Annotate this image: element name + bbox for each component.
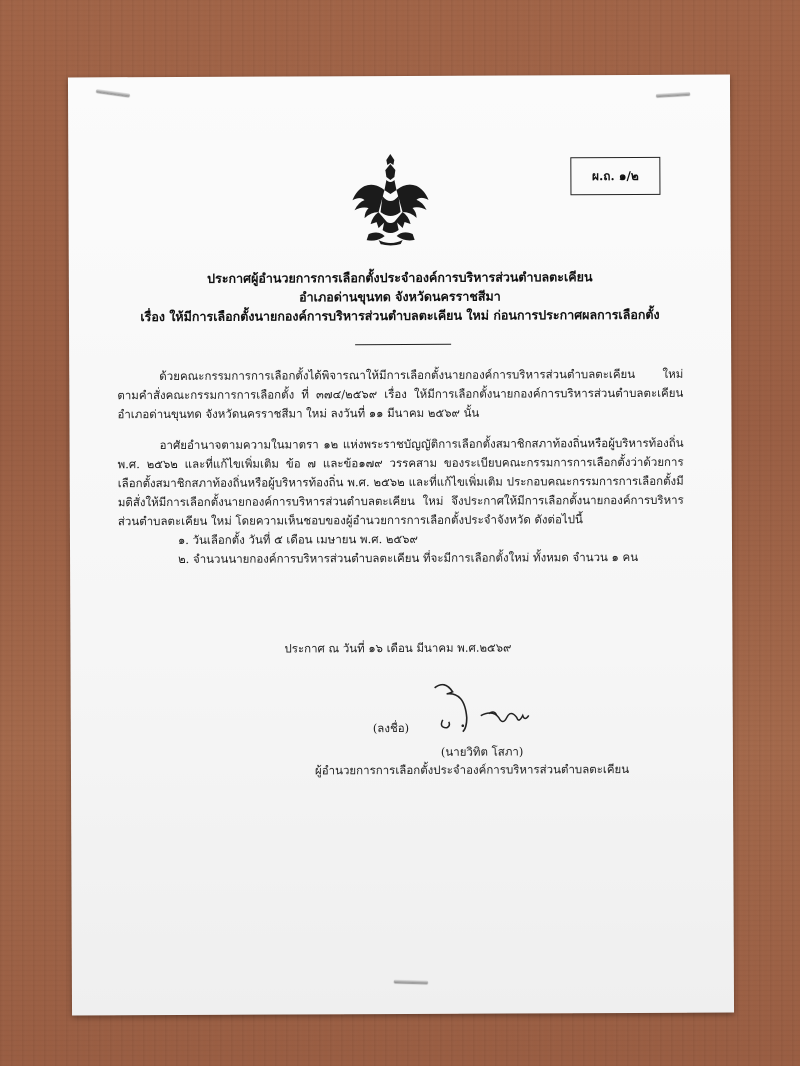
staple-bottom: [394, 979, 428, 983]
form-code: ผ.ถ. ๑/๒: [591, 168, 639, 183]
paragraph-1: ด้วยคณะกรรมการการเลือกตั้งได้พิจารณาให้มีการเลือกตั้งนายกองค์การบริหารส่วนตำบลตะเคียน ใหม่ ตามคำสั่งคณะกรรมการการเลือกตั้ง ที่ ๓๗๔/๒๕๖๙ เรื่อง ให้มีการเลือกตั้งนายกองค์การบริหารส่วนตำบลตะเคียน อำเภอด่านขุนทด จังหวัดนครราชสีมา ใหม่ ลงวันที่ ๑๑ มีนาคม ๒๕๖๙ นั้น: [117, 366, 684, 422]
announcement-paper: [68, 75, 734, 1016]
handwritten-signature: [429, 679, 549, 736]
sign-label: (ลงชื่อ): [372, 720, 410, 736]
header-subject: เรื่อง ให้มีการเลือกตั้งนายกองค์การบริหารส่วนตำบลตะเคียน ใหม่ ก่อนการประกาศผลการเลือกตั้ง: [140, 306, 660, 325]
announcement-body: [117, 365, 684, 569]
staple-top-right: [656, 92, 690, 97]
staple-top-left: [96, 89, 130, 97]
announcement-header: [69, 267, 731, 327]
header-line-1: ประกาศผู้อำนวยการการเลือกตั้งประจำองค์การบริหารส่วนตำบลตะเคียน: [207, 269, 593, 286]
signer-title: ผู้อำนวยการการเลือกตั้งประจำองค์การบริหารส่วนตำบลตะเคียน: [314, 762, 630, 778]
header-divider: [355, 344, 451, 345]
header-line-2: อำเภอด่านขุนทด จังหวัดนครราชสีมา: [299, 288, 501, 305]
signer-name: (นายวิทิต โสภา): [440, 744, 524, 759]
list-item-1: ๑. วันเลือกตั้ง วันที่ ๕ เดือน เมษายน พ.ศ. ๒๕๖๙: [177, 531, 418, 547]
form-code-box: [570, 157, 660, 195]
paragraph-2: อาศัยอำนาจตามความในมาตรา ๑๒ แห่งพระราชบัญญัติการเลือกตั้งสมาชิกสภาท้องถิ่นหรือผู้บริหารท้องถิ่น พ.ศ. ๒๕๖๒ และที่แก้ไขเพิ่มเติม ข้อ ๗ และข้อ๑๗๙ วรรคสาม ของระเบียบคณะกรรมการการเลือกตั้งว่าด้วยการเลือกตั้งสมาชิกสภาท้องถิ่นหรือผู้บริหารท้องถิ่น พ.ศ. ๒๕๖๒ และที่แก้ไขเพิ่มเติม ประกอบคณะกรรมการการเลือกตั้งมีมติสั่งให้มีการเลือกตั้งนายกองค์การบริหารส่วนตำบลตะเคียน ใหม่ จึงประกาศให้มีการเลือกตั้งนายกองค์การบริหารส่วนตำบลตะเคียน ใหม่ โดยความเห็นชอบของผู้อำนวยการการเลือกตั้งประจำจังหวัด ดังต่อไปนี้: [117, 435, 684, 529]
announcement-date: ประกาศ ณ วันที่ ๑๖ เดือน มีนาคม พ.ศ.๒๕๖๙: [284, 640, 512, 656]
garuda-emblem-icon: [348, 152, 432, 246]
list-item-2: ๒. จำนวนนายกองค์การบริหารส่วนตำบลตะเคียน ที่จะมีการเลือกตั้งใหม่ ทั้งหมด จำนวน ๑ คน: [178, 549, 639, 566]
